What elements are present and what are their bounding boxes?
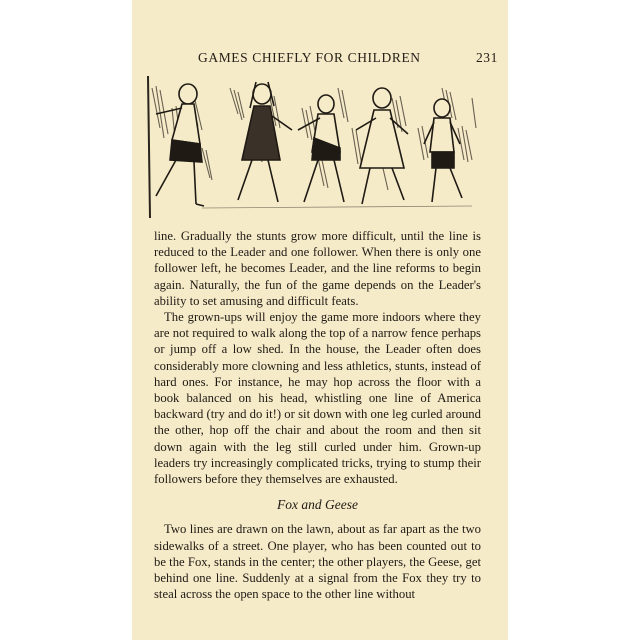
child-4 (356, 88, 408, 204)
paragraph-3: Two lines are drawn on the lawn, about as far apart as the two sidewalks of a street. One player, who has been counted out to be the Fox, stands in the center; the other players, the Geese, get behind one line. Suddenly at a signal from the Fox they try to steal across the open space to the other line without (154, 522, 481, 602)
child-1 (156, 84, 204, 206)
running-head: GAMES CHIEFLY FOR CHILDREN (198, 50, 421, 65)
page-number: 231 (475, 50, 498, 65)
paragraph-2: The grown-ups will enjoy the game more indoors where they are not required to walk along the top of a narrow fence perhaps or jump off a low shed. In the house, the Leader often does considerably more clowning and less athletics, stunts, instead of hard ones. For instance, he may hop across the floor with a book balanced on his head, whistling one line of America backward (try and do it!) or sit down with one leg curled around the other, hop off the chair and about the room and then sit down again with the leg still curled under him. Grown-up leaders try increasingly complicated tricks, trying to stump their followers before they themselves are exhausted. (154, 310, 481, 487)
child-5 (424, 99, 462, 202)
paragraph-1: line. Gradually the stunts grow more difficult, until the line is reduced to the Leader and one follower. When there is only one follower left, he becomes Leader, and the line reforms to begin again. Naturally, the fun of the game depends on the Leader's ability to set amusing and difficult feats. (154, 229, 481, 308)
book-page (132, 0, 508, 640)
child-3 (298, 95, 344, 202)
child-2 (238, 82, 292, 202)
section-heading: Fox and Geese (277, 497, 358, 513)
children-follow-the-leader-illustration (142, 68, 482, 223)
body-text (154, 228, 481, 602)
